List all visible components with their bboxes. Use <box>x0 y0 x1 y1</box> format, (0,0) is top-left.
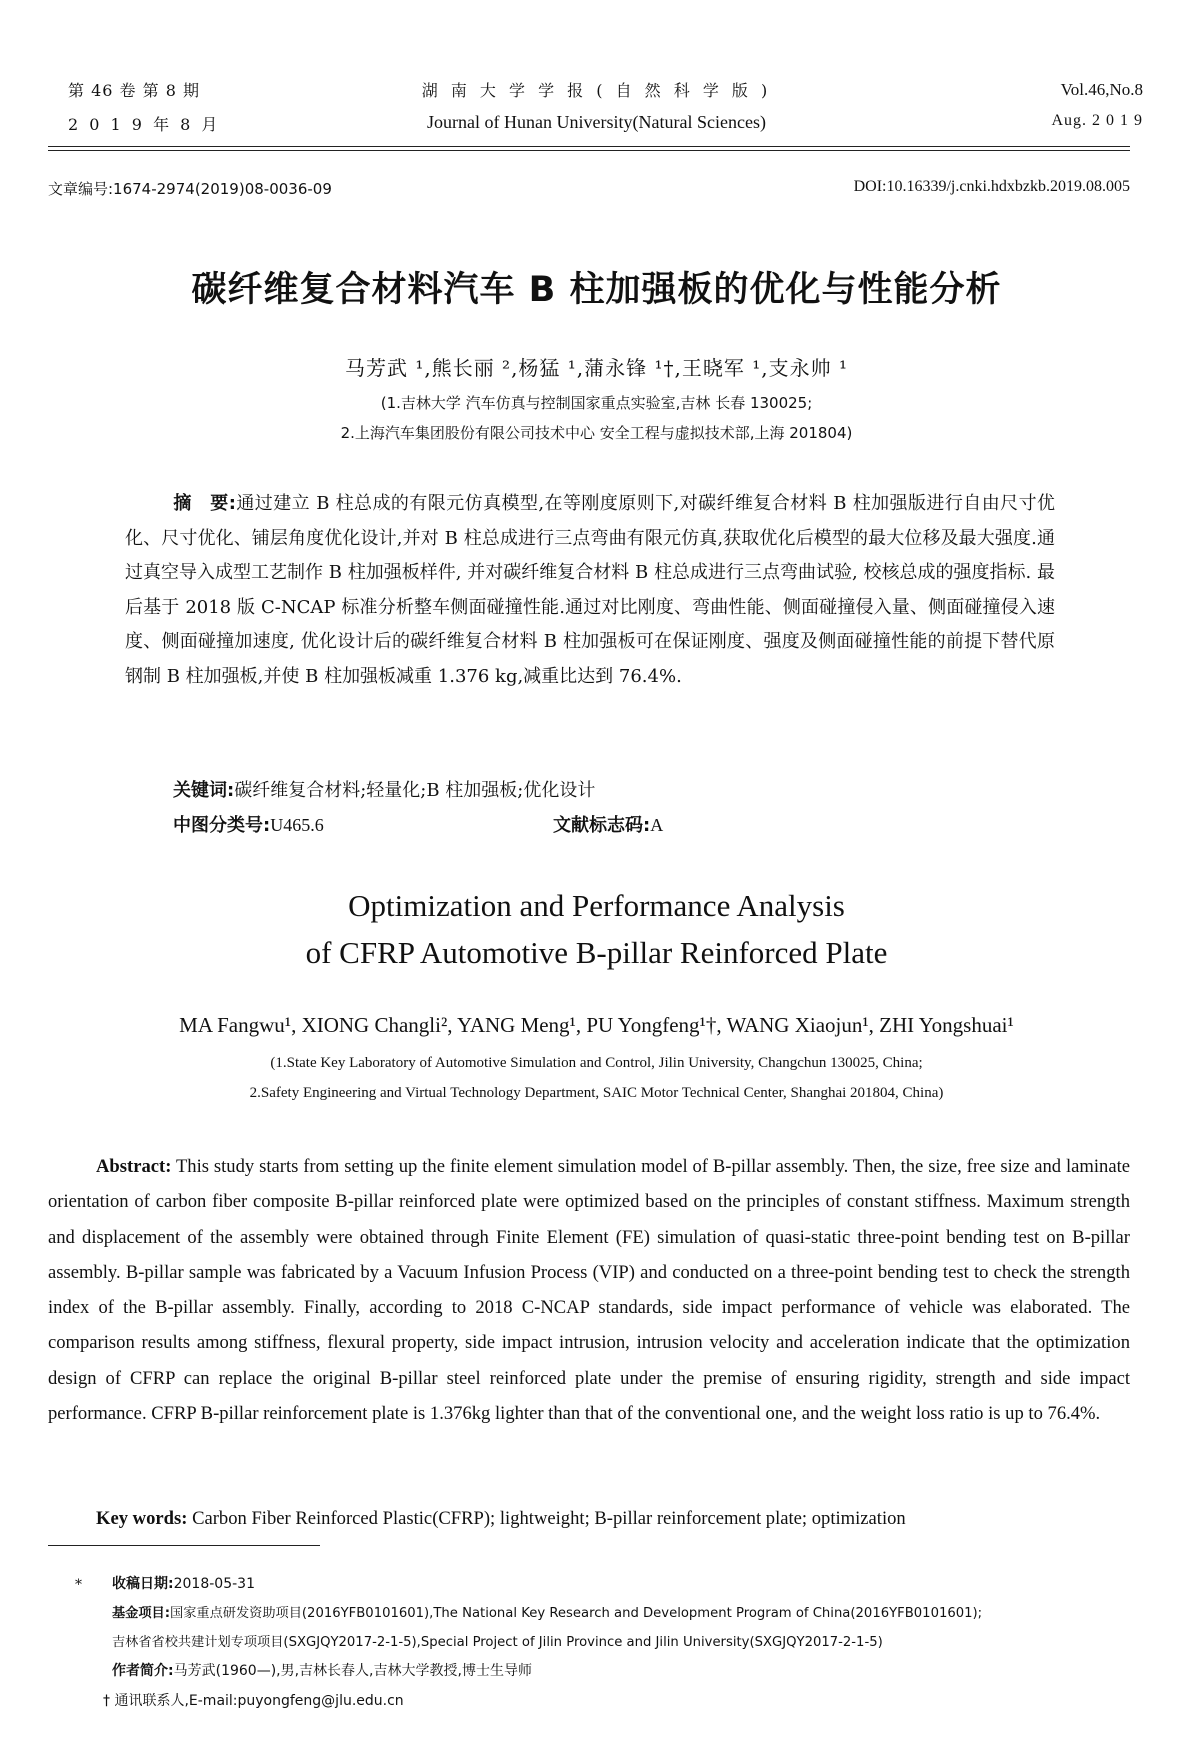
clc-number <box>173 811 324 837</box>
volume-issue: 第 46 卷 第 8 期 <box>68 81 200 100</box>
abstract-en <box>48 1149 1130 1431</box>
author-bio-label: 作者简介: <box>112 1663 174 1679</box>
author-bio <box>112 1657 532 1686</box>
fund-text-1: 国家重点研发资助项目(2016YFB0101601),The National Key Research and Development Program of China(2016YFB0101601); <box>170 1606 983 1621</box>
clc-label: 中图分类号: <box>173 815 271 836</box>
corresponding-author <box>103 1687 404 1716</box>
doi: DOI:10.16339/j.cnki.hdxbzkb.2019.08.005 <box>853 178 1130 195</box>
abstract-cn <box>125 487 1055 695</box>
abstract-en-label: Abstract: <box>96 1156 172 1177</box>
authors-cn: 马芳武 ¹,熊长丽 ²,杨猛 ¹,蒲永锋 ¹†,王晓军 ¹,支永帅 ¹ <box>344 356 849 380</box>
header-rule-thin <box>48 150 1130 151</box>
issue-date: 2 0 1 9 年 8 月 <box>68 115 221 134</box>
keywords-en <box>96 1508 906 1530</box>
keywords-cn-label: 关键词: <box>173 780 235 801</box>
keywords-cn-text: 碳纤维复合材料;轻量化;B 柱加强板;优化设计 <box>234 780 596 801</box>
fund-line-2: 吉林省省校共建计划专项项目(SXGJQY2017-2-1-5),Special Project of Jilin Province and Jilin University(SXGJQY2017-2-1-5) <box>112 1635 883 1650</box>
affiliation-cn-1: (1.吉林大学 汽车仿真与控制国家重点实验室,吉林 长春 130025; <box>380 394 813 412</box>
abstract-cn-text: 通过建立 B 柱总成的有限元仿真模型,在等刚度原则下,对碳纤维复合材料 B 柱加强版进行自由尺寸优化、尺寸优化、铺层角度优化设计,并对 B 柱总成进行三点弯曲有限元仿真,获取优化后模型的最大位移及最大强度.通过真空导入成型工艺制作 B 柱加强板样件, 并对碳纤维复合材料 B 柱总成进行三点弯曲试验, 校核总成的强度指标. 最后基于 2018 版 C-NCAP 标准分析整车侧面碰撞性能.通过对比刚度、弯曲性能、侧面碰撞侵入量、侧面碰撞侵入速度、侧面碰撞加速度, 优化设计后的碳纤维复合材料 B 柱加强板可在保证刚度、强度及侧面碰撞性能的前提下替代原钢制 B 柱加强板,并使 B 柱加强板减重 1.376 kg,减重比达到 76.4%. <box>125 493 1056 687</box>
header-rule <box>48 146 1130 147</box>
journal-name-cn: 湖 南 大 学 学 报 ( 自 然 科 学 版 ) <box>421 81 772 100</box>
footnote-rule <box>48 1545 320 1546</box>
affiliation-cn-2: 2.上海汽车集团股份有限公司技术中心 安全工程与虚拟技术部,上海 201804) <box>340 424 853 442</box>
article-number: 文章编号:1674-2974(2019)08-0036-09 <box>48 180 332 198</box>
received-date <box>112 1570 255 1599</box>
authors-en: MA Fangwu¹, XIONG Changli², YANG Meng¹, PU Yongfeng¹†, WANG Xiaojun¹, ZHI Yongshuai¹ <box>179 1013 1014 1037</box>
affiliation-en-2: 2.Safety Engineering and Virtual Technology Department, SAIC Motor Technical Center, Shanghai 201804, China) <box>249 1085 944 1101</box>
received-value: 2018-05-31 <box>173 1576 255 1592</box>
fund-label: 基金项目: <box>112 1606 171 1621</box>
doc-code-label: 文献标志码: <box>553 815 651 836</box>
date-en: Aug. 2 0 1 9 <box>1051 112 1143 129</box>
keywords-en-label: Key words: <box>96 1508 188 1529</box>
keywords-cn <box>173 776 595 802</box>
footnote-star: * <box>75 1577 82 1593</box>
journal-name-en: Journal of Hunan University(Natural Sciences) <box>427 112 766 132</box>
volume-en: Vol.46,No.8 <box>1060 80 1143 99</box>
doc-code-value: A <box>650 815 664 835</box>
fund-line-1 <box>112 1599 982 1628</box>
title-cn: 碳纤维复合材料汽车 B 柱加强板的优化与性能分析 <box>191 270 1002 310</box>
corresponding-email: 通讯联系人,E-mail:puyongfeng@jlu.edu.cn <box>114 1693 404 1709</box>
document-code <box>553 811 663 837</box>
keywords-en-text: Carbon Fiber Reinforced Plastic(CFRP); lightweight; B-pillar reinforcement plate; optimization <box>192 1508 906 1529</box>
title-en-line-2: of CFRP Automotive B-pillar Reinforced Plate <box>305 935 888 970</box>
affiliation-en-1: (1.State Key Laboratory of Automotive Simulation and Control, Jilin University, Changchun 130025, China; <box>270 1055 923 1071</box>
clc-value: U465.6 <box>270 815 324 835</box>
title-en-line-1: Optimization and Performance Analysis <box>348 888 845 923</box>
abstract-en-text: This study starts from setting up the finite element simulation model of B-pillar assembly. Then, the size, free size and laminate orientation of carbon fiber composite B-pillar reinforced plate were optimized based on the principles of constant stiffness. Maximum strength and displacement of the assembly were obtained through Finite Element (FE) simulation of quasi-static three-point bending test on B-pillar assembly. B-pillar sample was fabricated by a Vacuum Infusion Process (VIP) and conducted on a three-point bending test to check the strength index of the B-pillar assembly. Finally, according to 2018 C-NCAP standards, side impact performance of vehicle was elaborated. The comparison results among stiffness, flexural property, side impact intrusion, intrusion velocity and acceleration indicate that the optimization design of CFRP can replace the original B-pillar steel reinforced plate under the premise of ensuring rigidity, strength and side impact performance. CFRP B-pillar reinforcement plate is 1.376kg lighter than that of the conventional one, and the weight loss ratio is up to 76.4%. <box>48 1156 1130 1425</box>
dagger-mark: † <box>103 1693 110 1709</box>
received-label: 收稿日期: <box>112 1576 174 1592</box>
abstract-cn-label: 摘 要: <box>173 493 236 514</box>
author-bio-value: 马芳武(1960—),男,吉林长春人,吉林大学教授,博士生导师 <box>173 1663 532 1679</box>
